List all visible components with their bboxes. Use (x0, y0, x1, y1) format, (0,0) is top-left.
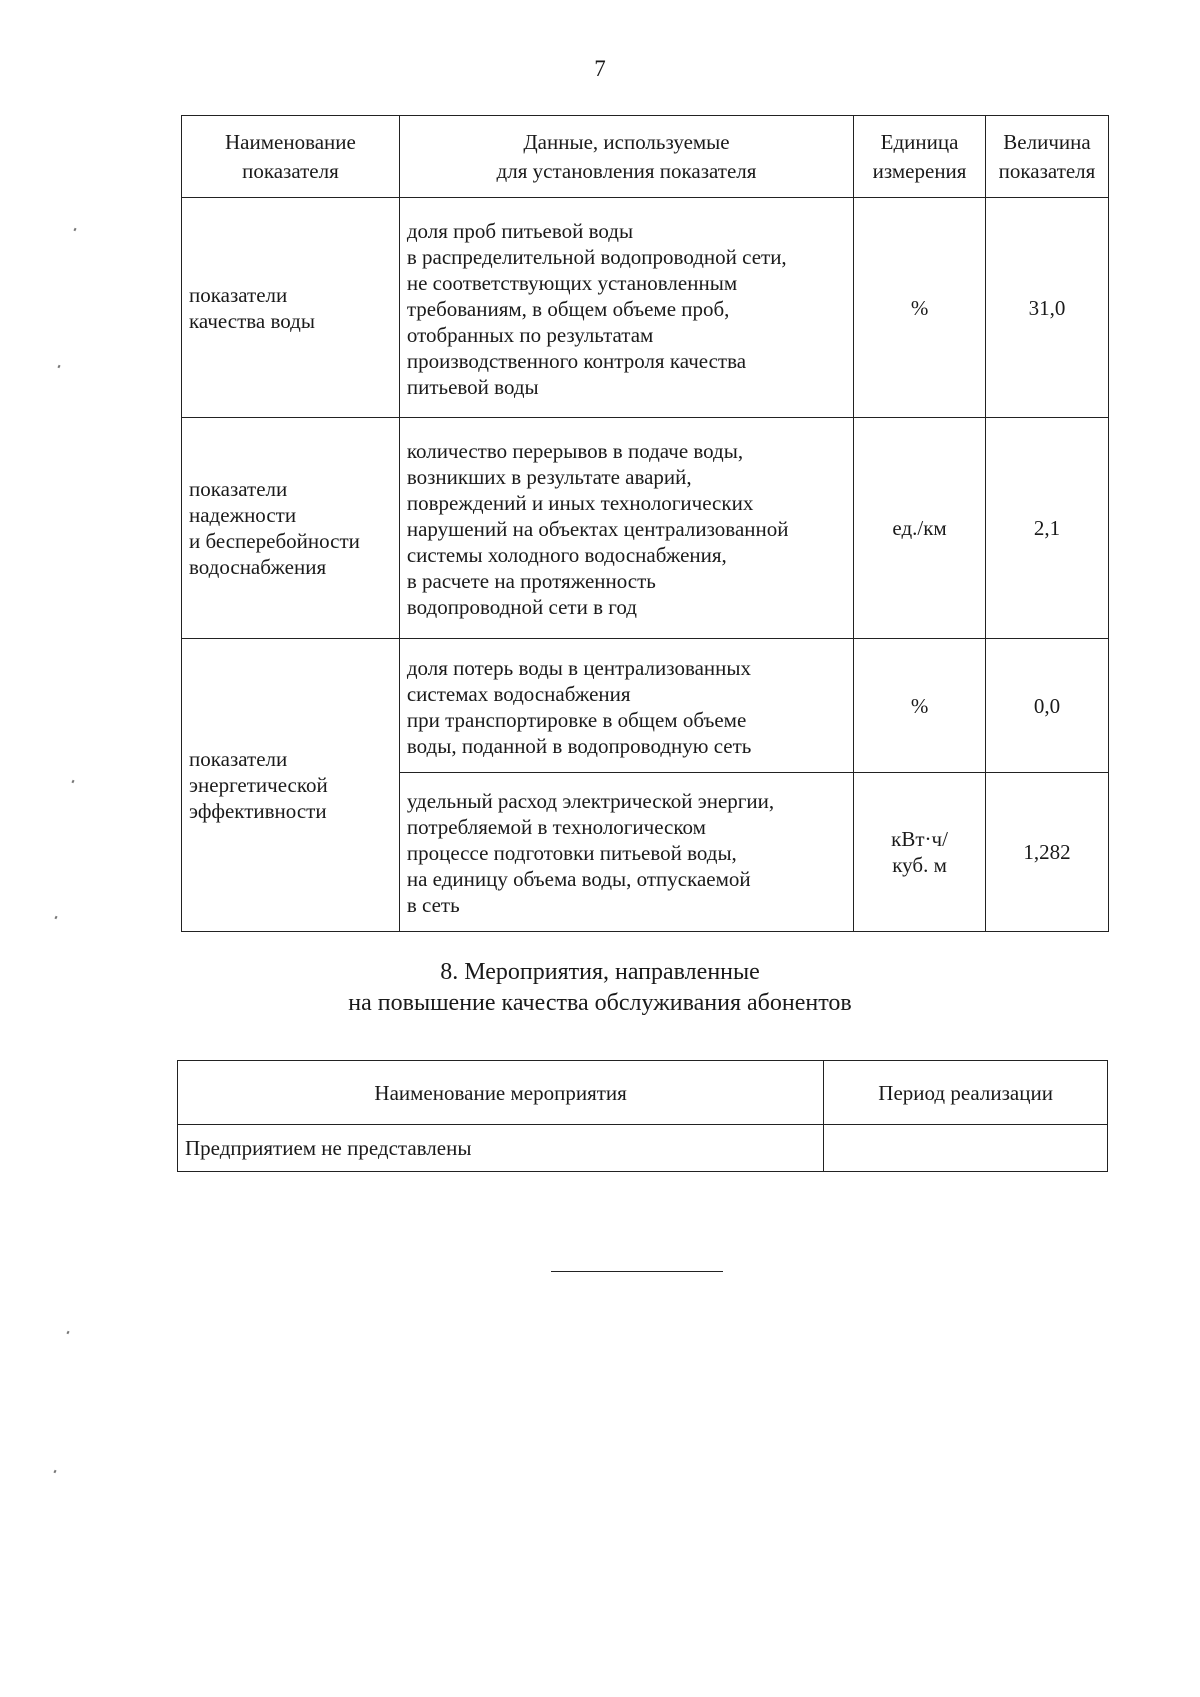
table-row (182, 639, 1109, 773)
header-indicator-name: Наименование показателя (182, 116, 400, 198)
indicator-data: удельный расход электрической энергии, потребляемой в технологическом процессе подготовки питьевой воды, на единицу объема воды, отпускаемой в сеть (399, 773, 853, 932)
measures-header-row (178, 1061, 1108, 1125)
scan-speck (57, 365, 60, 369)
indicator-unit: % (854, 639, 986, 773)
indicator-name: показатели надежности и бесперебойности водоснабжения (182, 418, 400, 639)
section-8-title: 8. Мероприятия, направленные на повышение качества обслуживания абонентов (348, 959, 852, 1016)
table-row (182, 418, 1109, 639)
measures-table (177, 1060, 1108, 1172)
indicators-table (181, 115, 1109, 932)
indicator-name: показатели энергетической эффективности (182, 639, 400, 932)
end-of-document-rule (551, 1271, 723, 1272)
header-indicator-data: Данные, используемые для установления показателя (399, 116, 853, 198)
scan-speck (54, 916, 57, 920)
header-period: Период реализации (824, 1061, 1108, 1125)
indicators-header-row (182, 116, 1109, 198)
header-unit: Единица измерения (854, 116, 986, 198)
indicator-value: 1,282 (986, 773, 1109, 932)
indicator-value: 2,1 (986, 418, 1109, 639)
indicator-unit: ед./км (854, 418, 986, 639)
table-row (182, 198, 1109, 418)
indicator-unit: кВт·ч/ куб. м (854, 773, 986, 932)
indicator-data: доля потерь воды в централизованных системах водоснабжения при транспортировке в общем объеме воды, поданной в водопроводную сеть (399, 639, 853, 773)
header-value: Величина показателя (986, 116, 1109, 198)
scan-speck (71, 780, 74, 784)
table-row (178, 1125, 1108, 1172)
scan-speck (73, 228, 76, 232)
measure-name: Предприятием не представлены (178, 1125, 824, 1172)
header-measure-name: Наименование мероприятия (178, 1061, 824, 1125)
indicator-name: показатели качества воды (182, 198, 400, 418)
indicator-data: количество перерывов в подаче воды, возникших в результате аварий, повреждений и иных технологических нарушений на объектах централизованной системы холодного водоснабжения, в расчете на протяженность водопроводной сети в год (399, 418, 853, 639)
indicator-unit: % (854, 198, 986, 418)
scan-speck (66, 1331, 69, 1335)
indicator-value: 0,0 (986, 639, 1109, 773)
measure-period (824, 1125, 1108, 1172)
indicator-data: доля проб питьевой воды в распределительной водопроводной сети, не соответствующих установленным требованиям, в общем объеме проб, отобранных по результатам производственного контроля качества питьевой воды (399, 198, 853, 418)
scan-speck (53, 1470, 56, 1474)
page-number: 7 (594, 56, 606, 81)
indicator-value: 31,0 (986, 198, 1109, 418)
